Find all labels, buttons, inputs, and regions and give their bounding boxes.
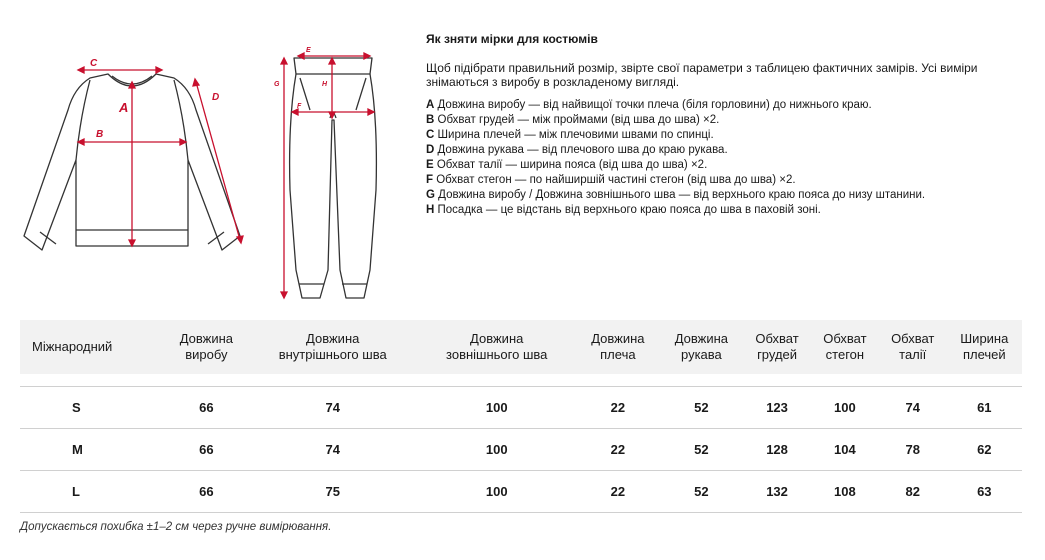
measure-item-b [426, 113, 1026, 128]
table-row-l [20, 471, 1022, 513]
measure-letter: F [426, 174, 434, 186]
header-shoulder-width [947, 320, 1022, 374]
header-text: внутрішнього шва [278, 347, 387, 362]
table-cell: 22 [576, 471, 660, 513]
label-c: C [90, 58, 98, 69]
table-cell: 78 [879, 429, 947, 471]
label-d: D [212, 92, 220, 103]
header-waist [879, 320, 947, 374]
tolerance-footnote: Допускається похибка ±1–2 см через ручне вимірювання. [20, 521, 332, 533]
header-text: Ширина [960, 331, 1009, 346]
header-outseam [417, 320, 576, 374]
header-shoulder-length [576, 320, 660, 374]
table-spacer-row [20, 374, 1022, 387]
table-cell: 66 [165, 471, 249, 513]
table-cell: 74 [879, 387, 947, 429]
header-text: Довжина [306, 331, 360, 346]
header-text: рукава [680, 347, 722, 362]
measure-letter: D [426, 144, 435, 156]
size-table [20, 320, 1022, 513]
table-cell: 100 [417, 429, 576, 471]
measure-item-h [426, 203, 1026, 218]
header-product-length [165, 320, 249, 374]
table-cell: 100 [417, 471, 576, 513]
table-cell: 22 [576, 387, 660, 429]
measure-letter: C [426, 129, 435, 141]
header-sleeve-length [660, 320, 744, 374]
table-cell: 74 [248, 387, 417, 429]
table-cell: 128 [743, 429, 811, 471]
instructions-intro: Щоб підібрати правильний розмір, звірте свої параметри з таблицею фактичних замірів. Усі виміри знімаються з виробу в розкладеному вигляді. [426, 61, 978, 89]
header-text: Обхват [755, 331, 799, 346]
header-text: грудей [757, 347, 798, 362]
table-cell: 100 [811, 387, 879, 429]
table-cell: 52 [660, 387, 744, 429]
label-e: E [306, 47, 311, 54]
measure-item-c [426, 128, 1026, 143]
header-text: стегон [825, 347, 865, 362]
table-cell: 74 [248, 429, 417, 471]
measure-text: Довжина виробу — від найвищої точки плеча (біля горловини) до нижнього краю. [434, 99, 872, 111]
header-text: Обхват [891, 331, 935, 346]
table-cell: 82 [879, 471, 947, 513]
measure-text: Посадка — це відстань від верхнього краю пояса до шва в паховій зоні. [434, 204, 821, 216]
header-text: зовнішнього шва [446, 347, 548, 362]
label-f: F [297, 103, 302, 110]
table-cell: 123 [743, 387, 811, 429]
measure-letter: E [426, 159, 434, 171]
measure-letter: H [426, 204, 435, 216]
pants-diagram [290, 58, 377, 298]
measure-item-g [426, 188, 1026, 203]
header-text: талії [899, 347, 927, 362]
header-inseam [248, 320, 417, 374]
size-cell: L [20, 471, 165, 513]
measure-text: Обхват стегон — по найширшій частині стегон (від шва до шва) ×2. [433, 174, 796, 186]
header-text: Довжина [179, 331, 233, 346]
instructions-title: Як зняти мірки для костюмів [426, 32, 598, 46]
measurement-diagrams [0, 0, 410, 310]
table-cell: 22 [576, 429, 660, 471]
measure-text: Обхват талії — ширина пояса (від шва до шва) ×2. [433, 159, 708, 171]
label-g: G [274, 81, 280, 88]
header-text: плеча [600, 347, 636, 362]
table-cell: 52 [660, 429, 744, 471]
label-h: H [322, 81, 328, 88]
table-row-s [20, 387, 1022, 429]
table-cell: 66 [165, 387, 249, 429]
measurement-list [426, 98, 1026, 218]
measure-item-f [426, 173, 1026, 188]
spacer-cell [20, 374, 1022, 387]
table-cell: 104 [811, 429, 879, 471]
size-cell: M [20, 429, 165, 471]
measure-text: Довжина рукава — від плечового шва до краю рукава. [434, 144, 728, 156]
table-cell: 108 [811, 471, 879, 513]
measure-letter: G [426, 189, 435, 201]
measure-text: Обхват грудей — між проймами (від шва до шва) ×2. [434, 114, 720, 126]
label-b: B [96, 129, 104, 140]
header-text: Довжина [674, 331, 729, 346]
measurement-instructions [426, 32, 1026, 218]
table-cell: 75 [248, 471, 417, 513]
header-chest [743, 320, 811, 374]
measure-text: Ширина плечей — між плечовими швами по спинці. [434, 129, 714, 141]
header-text: Довжина [591, 331, 645, 346]
header-international [20, 320, 165, 374]
measure-text: Довжина виробу / Довжина зовнішнього шва — від верхнього краю пояса до низу штанини. [434, 189, 926, 201]
header-text: Довжина [470, 331, 524, 346]
measure-letter: A [426, 99, 435, 111]
header-text: Обхват [823, 331, 867, 346]
size-cell: S [20, 387, 165, 429]
table-header-row [20, 320, 1022, 374]
header-text: виробу [185, 347, 228, 362]
header-hips [811, 320, 879, 374]
measure-item-d [426, 143, 1026, 158]
measure-item-a [426, 98, 1026, 113]
table-row-m [20, 429, 1022, 471]
table-cell: 52 [660, 471, 744, 513]
header-text: Міжнародний [32, 339, 113, 354]
table-cell: 132 [743, 471, 811, 513]
label-a: A [119, 100, 129, 115]
table-cell: 66 [165, 429, 249, 471]
table-cell: 61 [947, 387, 1022, 429]
table-cell: 100 [417, 387, 576, 429]
table-cell: 62 [947, 429, 1022, 471]
measure-letter: B [426, 114, 435, 126]
table-cell: 63 [947, 471, 1022, 513]
header-text: плечей [962, 347, 1006, 362]
measure-item-e [426, 158, 1026, 173]
